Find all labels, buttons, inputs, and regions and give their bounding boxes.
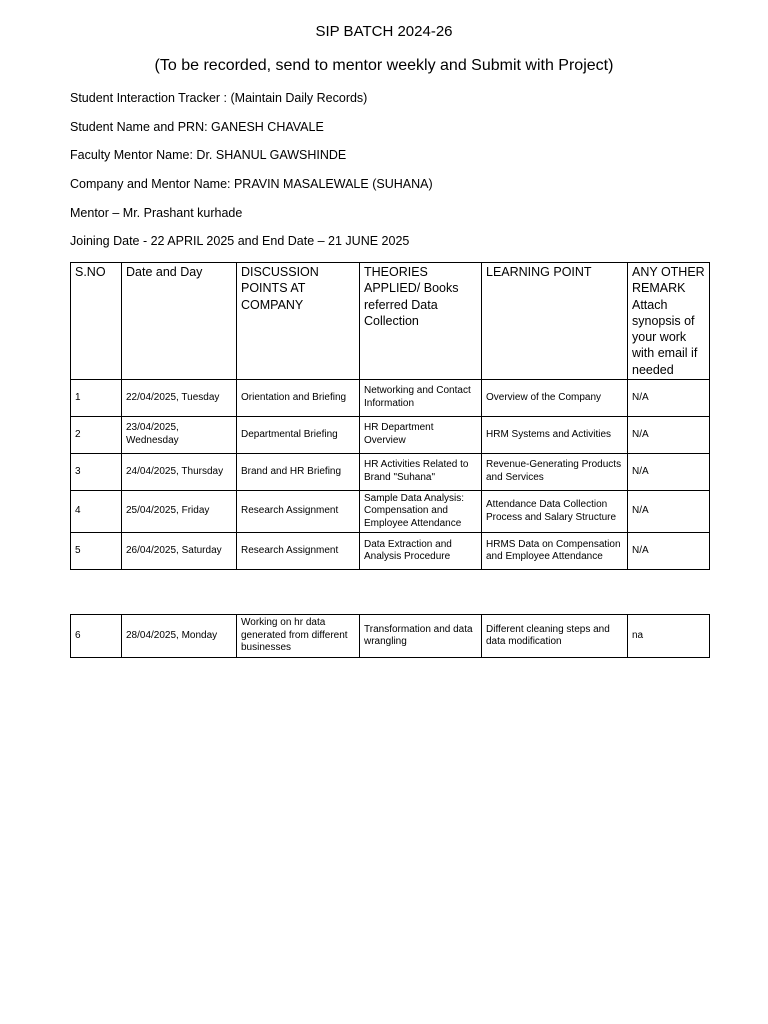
cell-remark: N/A: [628, 416, 710, 453]
dates-line: Joining Date - 22 APRIL 2025 and End Date – 21 JUNE 2025: [70, 234, 410, 248]
cell-learning: Attendance Data Collection Process and Salary Structure: [482, 490, 628, 533]
cell-sno: 2: [71, 416, 122, 453]
cell-discussion: Departmental Briefing: [237, 416, 360, 453]
table-row: [71, 615, 710, 658]
page-subtitle: (To be recorded, send to mentor weekly and Submit with Project): [154, 57, 614, 74]
cell-theories: HR Activities Related to Brand "Suhana": [360, 453, 482, 490]
tracker-line: Student Interaction Tracker : (Maintain Daily Records): [70, 91, 368, 105]
interaction-table-continued: [70, 614, 710, 658]
table-row: [71, 416, 710, 453]
cell-date: 25/04/2025, Friday: [122, 490, 237, 533]
company-mentor-line: Company and Mentor Name: PRAVIN MASALEWALE (SUHANA): [70, 177, 433, 191]
cell-discussion: Orientation and Briefing: [237, 379, 360, 416]
cell-discussion: Brand and HR Briefing: [237, 453, 360, 490]
cell-sno: 4: [71, 490, 122, 533]
mentor-line: Mentor – Mr. Prashant kurhade: [70, 206, 243, 220]
cell-theories: HR Department Overview: [360, 416, 482, 453]
table-row: [71, 379, 710, 416]
cell-learning: HRM Systems and Activities: [482, 416, 628, 453]
header-discussion: DISCUSSION POINTS AT COMPANY: [237, 263, 360, 380]
header-learning: LEARNING POINT: [482, 263, 628, 380]
cell-sno: 1: [71, 379, 122, 416]
cell-date: 28/04/2025, Monday: [122, 615, 237, 658]
interaction-table: [70, 262, 710, 570]
cell-theories: Networking and Contact Information: [360, 379, 482, 416]
table-row: [71, 490, 710, 533]
cell-date: 24/04/2025, Thursday: [122, 453, 237, 490]
cell-theories: Data Extraction and Analysis Procedure: [360, 533, 482, 570]
faculty-mentor-line: Faculty Mentor Name: Dr. SHANUL GAWSHINDE: [70, 148, 347, 162]
cell-learning: Overview of the Company: [482, 379, 628, 416]
student-name-line: Student Name and PRN: GANESH CHAVALE: [70, 120, 324, 134]
cell-remark: N/A: [628, 379, 710, 416]
cell-learning: HRMS Data on Compensation and Employee Attendance: [482, 533, 628, 570]
cell-learning: Revenue-Generating Products and Services: [482, 453, 628, 490]
cell-sno: 3: [71, 453, 122, 490]
cell-theories: Transformation and data wrangling: [360, 615, 482, 658]
cell-discussion: Research Assignment: [237, 490, 360, 533]
cell-learning: Different cleaning steps and data modification: [482, 615, 628, 658]
table-row: [71, 453, 710, 490]
cell-discussion: Research Assignment: [237, 533, 360, 570]
table-header-row: [71, 263, 710, 380]
header-date: Date and Day: [122, 263, 237, 380]
cell-theories: Sample Data Analysis: Compensation and Employee Attendance: [360, 490, 482, 533]
cell-discussion: Working on hr data generated from different businesses: [237, 615, 360, 658]
cell-date: 23/04/2025, Wednesday: [122, 416, 237, 453]
cell-remark: N/A: [628, 453, 710, 490]
cell-remark: N/A: [628, 533, 710, 570]
page-title: SIP BATCH 2024-26: [315, 23, 453, 40]
cell-date: 22/04/2025, Tuesday: [122, 379, 237, 416]
table-row: [71, 533, 710, 570]
header-remark: ANY OTHER REMARK Attach synopsis of your work with email if needed: [628, 263, 710, 380]
cell-remark: N/A: [628, 490, 710, 533]
header-sno: S.NO: [71, 263, 122, 380]
cell-sno: 6: [71, 615, 122, 658]
cell-date: 26/04/2025, Saturday: [122, 533, 237, 570]
header-theories: THEORIES APPLIED/ Books referred Data Collection: [360, 263, 482, 380]
cell-remark: na: [628, 615, 710, 658]
cell-sno: 5: [71, 533, 122, 570]
